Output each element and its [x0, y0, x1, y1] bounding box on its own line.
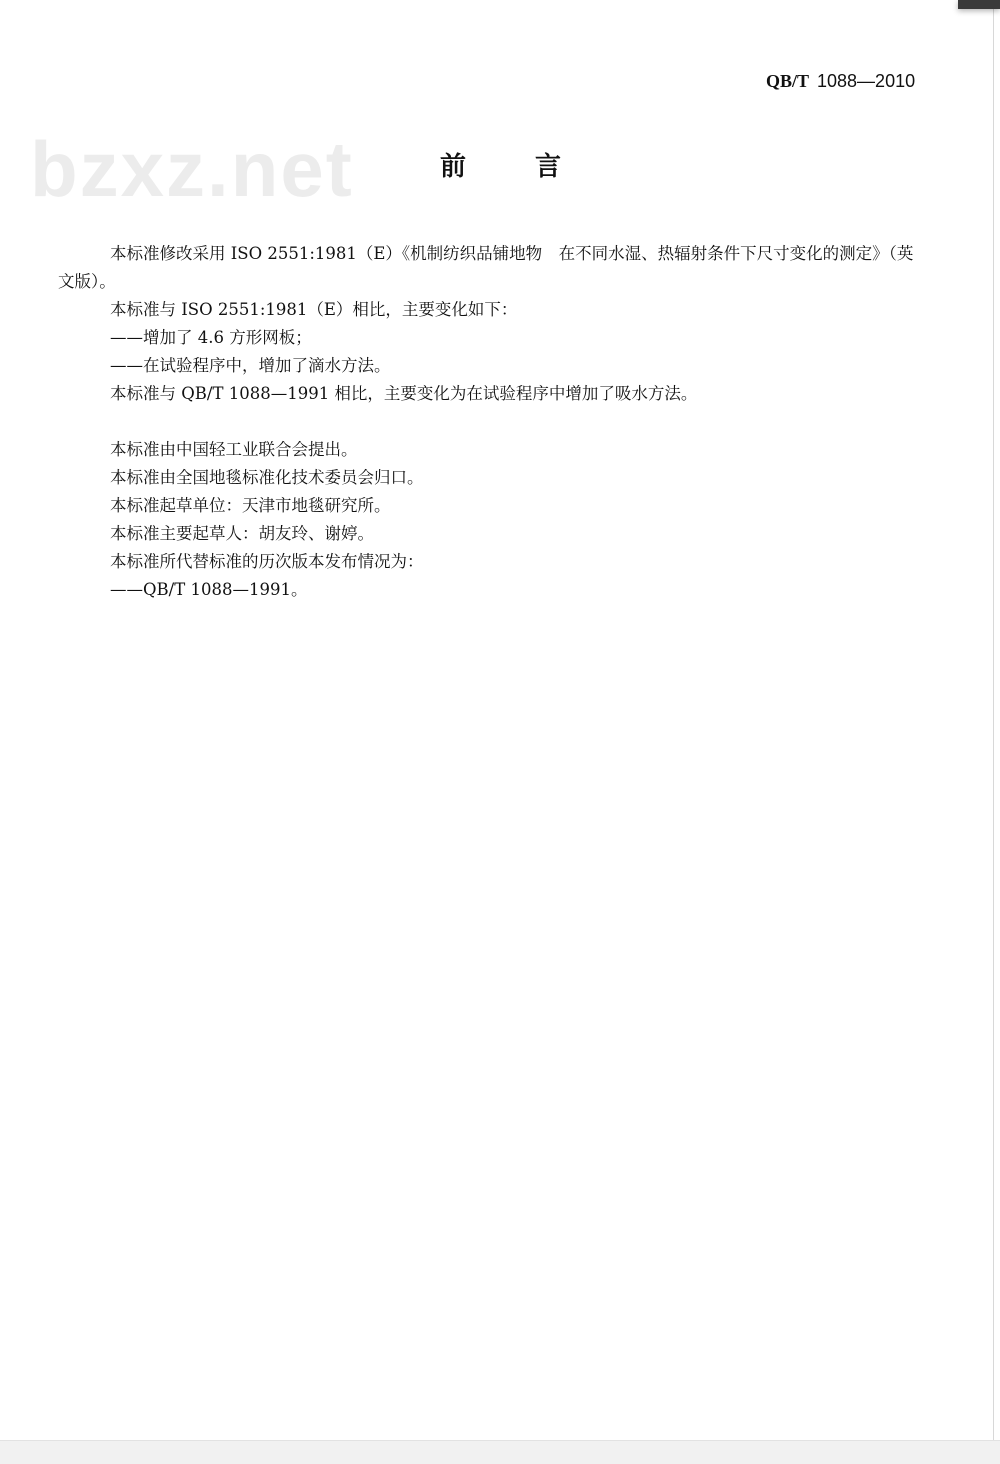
paragraph: 本标准由全国地毯标准化技术委员会归口。	[110, 468, 424, 487]
paragraph: ——增加了 4.6 方形网板；	[110, 328, 312, 347]
page-title: 前 言	[440, 152, 592, 182]
page-bottom-gutter	[0, 1440, 1000, 1464]
paragraph: 本标准与 QB/T 1088—1991 相比，主要变化为在试验程序中增加了吸水方法。	[110, 384, 698, 403]
standard-number-header	[766, 71, 915, 92]
spacer	[58, 408, 924, 436]
paragraph: 本标准起草单位：天津市地毯研究所。	[110, 496, 391, 515]
standard-prefix: QB/T	[766, 71, 810, 91]
paragraph: 本标准与 ISO 2551:1981（E）相比，主要变化如下：	[110, 300, 518, 319]
paragraph: 本标准主要起草人：胡友玲、谢婷。	[110, 524, 374, 543]
paragraph: ——QB/T 1088—1991。	[110, 580, 308, 599]
paragraph: 本标准修改采用 ISO 2551:1981（E）《机制纺织品铺地物 在不同水湿、热辐射条件下尺寸变化的测定》（英文版）。	[58, 244, 914, 291]
paragraph: ——在试验程序中，增加了滴水方法。	[110, 356, 391, 375]
paragraph: 本标准所代替标准的历次版本发布情况为：	[110, 552, 424, 571]
viewer-toolbar-edge	[958, 0, 1000, 9]
foreword-body	[58, 240, 924, 604]
watermark: bzxz.net	[30, 125, 354, 213]
standard-number: 1088—2010	[817, 71, 916, 91]
paragraph: 本标准由中国轻工业联合会提出。	[110, 440, 358, 459]
